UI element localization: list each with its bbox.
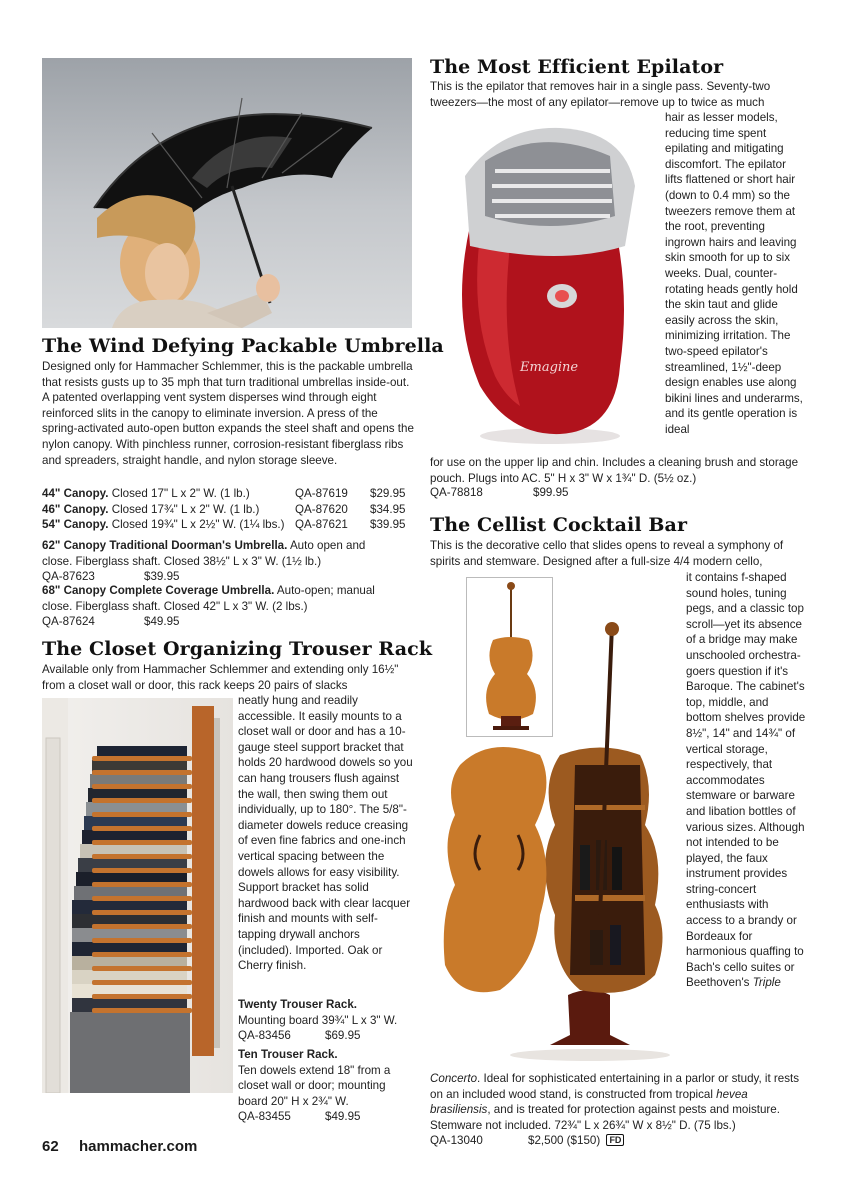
- epilator-code: QA-78818: [430, 486, 483, 499]
- complete-umbrella: [42, 583, 397, 630]
- epilator-order: [430, 485, 568, 501]
- doorman-name: 62" Canopy Traditional Doorman's Umbrella.: [42, 539, 288, 552]
- complete-price: $49.95: [144, 615, 180, 629]
- doorman-code: QA-87623: [42, 570, 95, 584]
- complete-desc: Auto-open; manual close. Fiberglass shaft. Closed 42" L x 3" W. (2 lbs.): [42, 584, 375, 613]
- umbrella-title: The Wind Defying Packable Umbrella: [42, 335, 444, 357]
- twenty-rack-code: QA-83456: [238, 1029, 291, 1043]
- trouser-rack-photo: [42, 698, 233, 1093]
- variant-desc: Closed 19¾" L x 2½" W. (1¼ lbs.): [111, 518, 285, 532]
- epilator-title: The Most Efficient Epilator: [430, 56, 724, 78]
- doorman-desc: Auto open and close. Fiberglass shaft. Closed 38½" L x 3" W. (1½ lb.): [42, 539, 366, 568]
- complete-name: 68" Canopy Complete Coverage Umbrella.: [42, 584, 275, 597]
- cello-code: QA-13040: [430, 1134, 483, 1147]
- twenty-rack-price: $69.95: [325, 1029, 361, 1043]
- cello-outro2: , and is treated for protection against pests and moisture. Stemware not included. 72¾" L x 26¾" W x 8½" D. (75 lbs.): [430, 1103, 780, 1132]
- umbrella-illustration: [42, 58, 412, 328]
- cello-outro: [430, 1071, 802, 1133]
- cello-outro1: . Ideal for sophisticated entertaining in a parlor or study, it rests on an included wood stand, is constructed from tropical: [430, 1072, 800, 1101]
- epilator-illustration: [440, 116, 660, 446]
- ten-rack-price: $49.95: [325, 1110, 361, 1124]
- variant-price: $34.95: [370, 502, 406, 516]
- epilator-brand-text: Emagine: [520, 360, 579, 375]
- twenty-rack-desc: Mounting board 39¾" L x 3" W.: [238, 1013, 398, 1027]
- variant-name: 46" Canopy.: [42, 502, 109, 516]
- epilator-outro: for use on the upper lip and chin. Includes a cleaning brush and storage pouch. Plugs into AC. 5" H x 3" W x 1¾" D. (5½ oz.): [430, 456, 799, 485]
- variant-code: QA-87621: [295, 518, 348, 532]
- doorman-price: $39.95: [144, 570, 180, 584]
- variant-row: [42, 517, 414, 533]
- cello-outro-italic2: hevea brasiliensis: [430, 1087, 748, 1117]
- trouser-wrap-text: neatly hung and readily accessible. It easily mounts to a closet wall or door and has a 10-gauge steel support bracket that holds 20 hardwood dowels so you can hang trousers flush against the wall, then swing them out individually, up to 180°. The 5/8"-diameter dowels reduce creasing of even fine fabrics and one-inch vertical spacing between the dowels allows for easy visibility. Support bracket has solid hardwood back with clear lacquer finish and mounts with self-tapping drywall anchors (included). Imported. Oak or Cherry finish.: [238, 694, 413, 973]
- ten-rack-code: QA-83455: [238, 1110, 291, 1124]
- twenty-rack: [238, 997, 413, 1044]
- umbrella-photo: [42, 58, 412, 328]
- complete-code: QA-87624: [42, 615, 95, 629]
- variant-desc: Closed 17¾" L x 2" W. (1 lb.): [111, 502, 260, 516]
- umbrella-variants: [42, 486, 414, 533]
- ten-rack-name: Ten Trouser Rack.: [238, 1048, 338, 1061]
- trouser-intro: Available only from Hammacher Schlemmer and extending only 16½" from a closet wall or door, this rack keeps 20 pairs of slacks: [42, 663, 399, 692]
- variant-row: [42, 486, 414, 502]
- epilator-photo: [440, 116, 660, 446]
- cello-wrap-italic: Triple: [752, 976, 781, 990]
- trouser-title: The Closet Organizing Trouser Rack: [42, 638, 433, 660]
- variant-desc: Closed 17" L x 2" W. (1 lb.): [111, 487, 250, 500]
- epilator-intro: This is the epilator that removes hair in a single pass. Seventy-two tweezers—the most of any epilator—remove up to twice as much: [430, 80, 771, 109]
- cello-title: The Cellist Cocktail Bar: [430, 514, 688, 536]
- cello-wrap-body: it contains f-shaped sound holes, tuning pegs, and a classic top scroll—yet its absence of a bridge may make unschooled orchestra-goers question if it's Baroque. The cabinet's top, middle, and bottom shelves provide 8½", 14" and 14¾" of vertical storage, respectively, that accommodates stemware or barware and libation bottles of various sizes. Although not intended to be played, the faux instrument provides string-concert enthusiasts with access to a brandy or Bordeaux for harmonious quaffing to Bach's cello suites or Beethoven's: [686, 571, 806, 990]
- freight-delivery-badge: FD: [606, 1134, 624, 1146]
- twenty-rack-name: Twenty Trouser Rack.: [238, 998, 357, 1011]
- cello-price: $2,500 ($150): [528, 1134, 601, 1147]
- site-link[interactable]: hammacher.com: [79, 1138, 198, 1155]
- epilator-price: $99.95: [533, 486, 569, 499]
- doorman-umbrella: [42, 538, 392, 585]
- variant-code: QA-87619: [295, 487, 348, 500]
- variant-code: QA-87620: [295, 502, 348, 516]
- variant-name: 54" Canopy.: [42, 518, 109, 532]
- cello-outro-italic1: Concerto: [430, 1072, 478, 1085]
- variant-price: $39.95: [370, 518, 406, 532]
- ten-rack: [238, 1047, 413, 1125]
- variant-price: $29.95: [370, 487, 406, 500]
- variant-row: [42, 502, 414, 518]
- cello-open-illustration: [440, 615, 680, 1063]
- cello-intro: This is the decorative cello that slides opens to reveal a symphony of spirits and stemware. Designed after a full-size 4/4 modern cello,: [430, 539, 784, 568]
- umbrella-body: Designed only for Hammacher Schlemmer, this is the packable umbrella that resists gusts up to 35 mph that turn traditional umbrellas inside-out. A patented overlapping vent system disperses wind through eight reinforced slits in the canopy to eliminate inversion. A press of the spring-activated auto-open button expands the steel shaft and opens the nylon canopy. With pinchless runner, corrosion-resistant fiberglass ribs and spreaders, straight handle, and nylon storage sleeve.: [42, 360, 414, 467]
- cello-wrap-text: [686, 570, 806, 991]
- umbrella-description: [42, 359, 414, 468]
- trouser-rack-illustration: [42, 698, 233, 1093]
- cello-order: [430, 1133, 624, 1149]
- page-number: 62: [42, 1138, 59, 1155]
- ten-rack-desc: Ten dowels extend 18" from a closet wall or door; mounting board 20" H x 2¾" W.: [238, 1063, 391, 1108]
- cello-open-photo: [440, 615, 680, 1063]
- epilator-wrap-text: hair as lesser models, reducing time spent epilating and mitigating discomfort. The epilator lifts flattened or short hair (down to 0.4 mm) so the tweezers remove them at the root, preventing ingrown hairs and leaving skin smooth for up to six weeks. Dual, counter-rotating heads gently hold the skin taut and glide easily across the skin, minimizing irritation. The two-speed epilator's streamlined, 1½"-deep design enables use along bikini lines and underarms, and its gentle operation is ideal: [665, 111, 803, 436]
- variant-name: 44" Canopy.: [42, 487, 109, 500]
